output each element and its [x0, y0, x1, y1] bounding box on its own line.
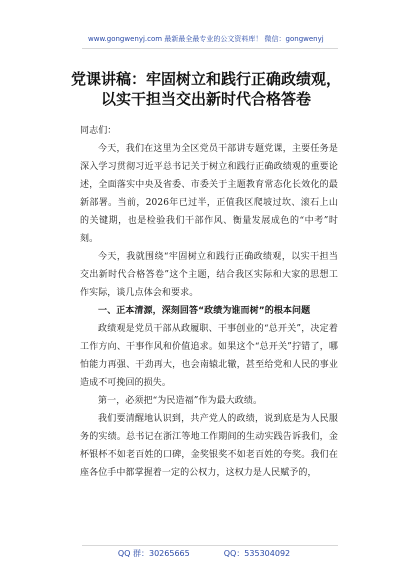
- title-line-1: 党课讲稿：牢固树立和践行正确政绩观，: [70, 70, 341, 88]
- document-title: [40, 69, 372, 109]
- document-body: [80, 122, 338, 482]
- title-line-2: 以实干担当交出新时代合格答卷: [100, 90, 311, 108]
- qq-contact: QQ：535304092: [223, 549, 291, 558]
- site-footer: [0, 548, 408, 560]
- header-divider: [82, 48, 338, 49]
- paragraph-point-1-body: 我们要清醒地认识到，共产党人的政绩，说到底是为人民服务的实绩。总书记在浙江等地工作期间的生动实践告诉我们，金杯银杯不如老百姓的口碑，金奖银奖不如老百姓的夸奖。我们在座各位手中都掌握着一定的公权力，这权力是人民赋予的，: [80, 414, 338, 478]
- paragraph-section-1: 政绩观是党员干部从政履职、干事创业的“总开关”，决定着工作方向、干事作风和价值追求。如果这个“总开关”拧错了，哪怕能力再强、干劲再大，也会南辕北辙，甚至给党和人民的事业造成不可挽回的损失。: [80, 324, 338, 388]
- paragraph-intro: 今天，我们在这里为全区党员干部讲专题党课，主要任务是深入学习贯彻习近平总书记关于树立和践行正确政绩观的重要论述，全面落实中央及省委、市委关于主题教育常态化长效化的最新部署。当前，2026年已过半，正值我区爬坡过坎、滚石上山的关键期，也是检验我们干部作风、衡量发展成色的“中考”时刻。: [80, 144, 338, 244]
- paragraph-point-1: 第一，必须把“为民造福”作为最大政绩。: [98, 396, 263, 406]
- footer-divider: [82, 545, 338, 546]
- salutation: 同志们：: [80, 126, 117, 136]
- paragraph-topic: 今天，我就围绕“牢固树立和践行正确政绩观，以实干担当交出新时代合格答卷”这个主题，结合我区实际和大家的思想工作实际，谈几点体会和要求。: [80, 252, 338, 298]
- site-header: www.gongwenyj.com 最新最全最专业的公文资料库！ 微信：gongwenyj: [88, 35, 324, 43]
- qq-group: QQ 群：30265665: [117, 549, 190, 558]
- section-heading-1: 一、正本清源，深刻回答“政绩为谁而树”的根本问题: [98, 306, 311, 316]
